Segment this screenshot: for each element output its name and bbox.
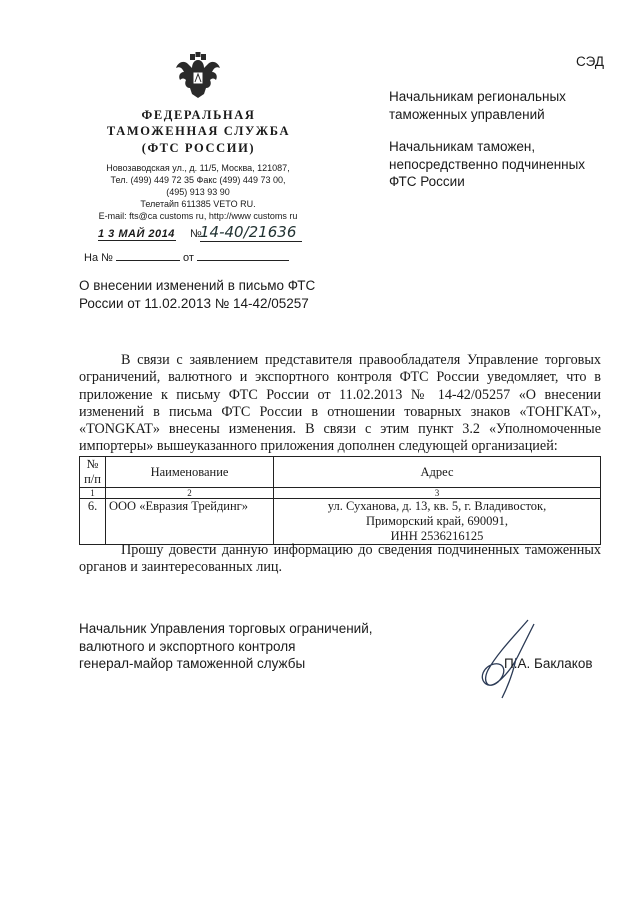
registration-date: 1 3 МАЙ 2014 (98, 228, 175, 240)
org-teletype: Телетайп 611385 VETO RU. (140, 199, 256, 209)
org-email: E-mail: fts@ca customs ru, http://www customs ru (98, 211, 298, 221)
header-address: Адрес (274, 457, 601, 488)
org-name-line1: ФЕДЕРАЛЬНАЯ (141, 108, 256, 122)
reference-from-label: от (183, 252, 194, 264)
org-name-line2: ТАМОЖЕННАЯ СЛУЖБА (106, 124, 291, 138)
org-phone: Тел. (499) 449 72 35 Факс (499) 449 73 00, (110, 175, 286, 185)
recipient-line: непосредственно подчиненных (389, 156, 586, 172)
recipient-line: таможенных управлений (389, 106, 545, 122)
body-paragraph-1: В связи с заявлением представителя правообладателя Управление торговых ограничений, валютного и экспортного контроля ФТС России уведомляет, что в приложение к письму ФТС России от 11.02.2013 № 14-42/05257 «О внесении изменений в письма ФТС России в отношении товарных знаков «ТОНГКАТ», «TONGKAT» внесены изменения. В связи с этим пункт 3.2 «Уполномоченные импортеры» вышеуказанного приложения дополнен следующей организацией: (79, 352, 601, 455)
double-headed-eagle-emblem-icon (172, 52, 224, 102)
row-name: ООО «Евразия Трейдинг» (106, 499, 274, 545)
reference-date-blank (197, 250, 289, 261)
index-cell: 2 (106, 488, 274, 499)
letter-subject (79, 277, 379, 312)
recipient-group-2 (389, 138, 619, 191)
reference-label: На № (84, 252, 113, 264)
table-row (80, 499, 601, 545)
recipient-line: Начальникам региональных (389, 89, 566, 104)
table-index-row (80, 488, 601, 499)
sed-mark: СЭД (576, 54, 604, 69)
row-address-line: ИНН 2536216125 (390, 529, 484, 543)
subject-line: О внесении изменений в письмо ФТС (79, 278, 316, 293)
org-address: Новозаводская ул., д. 11/5, Москва, 121087, (106, 163, 290, 173)
header-num (80, 457, 106, 488)
signer-title-line: Начальник Управления торговых ограничений, (79, 621, 373, 636)
row-address-line: Приморский край, 690091, (366, 514, 508, 528)
row-address (274, 499, 601, 545)
index-cell: 1 (80, 488, 106, 499)
header-num-line2: п/п (84, 472, 101, 486)
header-name: Наименование (106, 457, 274, 488)
org-phone-2: (495) 913 93 90 (166, 187, 230, 197)
number-sign: № (190, 228, 202, 240)
row-address-line: ул. Суханова, д. 13, кв. 5, г. Владивосток, (327, 499, 547, 513)
signer-title-line: валютного и экспортного контроля (79, 638, 296, 654)
row-num: 6. (80, 499, 106, 545)
index-cell: 3 (274, 488, 601, 499)
signer-title-line: генерал-майор таможенной службы (79, 656, 306, 671)
recipient-line: Начальникам таможен, (389, 139, 536, 154)
body-paragraph-2: Прошу довести данную информацию до сведения подчиненных таможенных органов и заинтересованных лиц. (79, 542, 601, 576)
table-header-row (80, 457, 601, 488)
registration-number: 14-40/21636 (200, 223, 302, 242)
signer-title (79, 620, 399, 673)
header-num-line1: № (86, 457, 99, 471)
org-abbreviation: (ФТС РОССИИ) (141, 141, 256, 155)
recipient-group-1 (389, 88, 619, 123)
reference-number-blank (116, 250, 180, 261)
recipient-line: ФТС России (389, 174, 465, 189)
reference-line (84, 250, 289, 264)
signer-name: П.А. Баклаков (504, 656, 593, 671)
subject-line: России от 11.02.2013 № 14-42/05257 (79, 295, 309, 311)
organizations-table (79, 456, 601, 545)
